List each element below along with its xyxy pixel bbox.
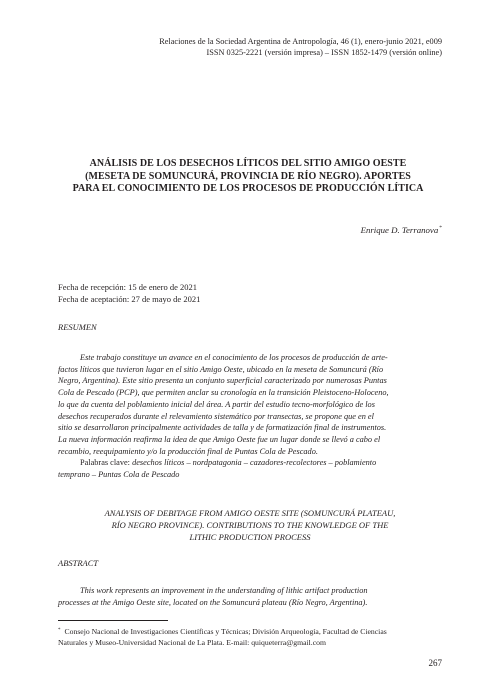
english-title-line: LITHIC PRODUCTION PROCESS <box>189 532 311 542</box>
english-title-line: RÍO NEGRO PROVINCE). CONTRIBUTIONS TO THE KNOWLEDGE OF THE <box>111 520 389 530</box>
footnote-marker: * <box>58 628 61 633</box>
resumen-line: lo que da cuenta del poblamiento inicial del área. A partir del estudio tecno-morfológico de los <box>58 399 375 409</box>
resumen-line: factos líticos que tuvieron lugar en el sitio Amigo Oeste, ubicado en la meseta de Somuncurá (Río <box>58 364 384 374</box>
resumen-line: recambio, reequipamiento y/o la producción final de Puntas Cola de Pescado. <box>58 446 318 456</box>
resumen-line: La nueva información reafirma la idea de que Amigo Oeste fue un lugar donde se llevó a cabo el <box>58 434 381 444</box>
journal-issn: ISSN 0325-2221 (versión impresa) – ISSN 1852-1479 (versión online) <box>206 48 442 57</box>
resumen-line: Cola de Pescado (PCP), que permiten anclar su cronología en la transición Pleistoceno-Holoceno, <box>58 388 389 398</box>
abstract-body <box>58 585 442 608</box>
keywords-label: Palabras clave: <box>80 458 130 467</box>
journal-header <box>159 36 442 58</box>
keywords <box>58 457 442 480</box>
submission-dates <box>58 281 200 305</box>
title-line: (MESETA DE SOMUNCURÁ, PROVINCIA DE RÍO NEGRO). APORTES <box>85 170 411 182</box>
author-name: Enrique D. Terranova <box>360 225 439 235</box>
page-number: 267 <box>428 658 442 668</box>
title-line: PARA EL CONOCIMIENTO DE LOS PROCESOS DE PRODUCCIÓN LÍTICA <box>72 183 424 194</box>
footnote-line <box>58 625 442 637</box>
title-line: ANÁLISIS DE LOS DESECHOS LÍTICOS DEL SITIO AMIGO OESTE <box>89 158 407 169</box>
abstract-line: processes at the Amigo Oeste site, located on the Somuncurá plateau (Río Negro, Argentina). <box>58 597 368 607</box>
author-footnote-marker: * <box>439 225 442 231</box>
abstract-heading: ABSTRACT <box>58 558 99 568</box>
abstract-line: This work represents an improvement in the understanding of lithic artifact production <box>80 586 368 595</box>
article-title <box>58 158 438 196</box>
author-affiliation-footnote <box>58 625 442 648</box>
footnote-line-1: Consejo Nacional de Investigaciones Científicas y Técnicas; División Arqueología, Facultad de Ciencias <box>64 627 387 636</box>
resumen-body <box>58 352 442 457</box>
journal-citation: Relaciones de la Sociedad Argentina de Antropología, 46 (1), enero-junio 2021, e009 <box>159 37 442 46</box>
resumen-heading: RESUMEN <box>58 322 97 332</box>
english-title-line: ANALYSIS OF DEBITAGE FROM AMIGO OESTE SITE (SOMUNCURÁ PLATEAU, <box>104 508 396 518</box>
author-byline <box>361 225 442 235</box>
resumen-line: sitio se desarrollaron principalmente actividades de talla y de formatización final de instrumentos. <box>58 423 387 433</box>
english-title <box>58 507 442 543</box>
keywords-values: desechos líticos – nordpatagonia – cazadores-recolectores – poblamiento <box>132 458 377 467</box>
keywords-line <box>58 457 442 469</box>
footnote-divider <box>58 620 168 621</box>
footnote-line-2: Naturales y Museo-Universidad Nacional de La Plata. E-mail: quiqueterra@gmail.com <box>58 638 326 647</box>
resumen-line: Negro, Argentina). Este sitio presenta un conjunto superficial caracterizado por numerosas Puntas <box>58 376 387 386</box>
received-date: Fecha de recepción: 15 de enero de 2021 <box>58 282 198 292</box>
accepted-date: Fecha de aceptación: 27 de mayo de 2021 <box>58 294 201 304</box>
resumen-line: Este trabajo constituye un avance en el conocimiento de los procesos de producción de arte- <box>80 353 388 362</box>
resumen-line: desechos recuperados durante el relevamiento sistemático por transectas, se propone que en el <box>58 411 374 421</box>
keywords-values-continued: temprano – Puntas Cola de Pescado <box>58 469 180 479</box>
